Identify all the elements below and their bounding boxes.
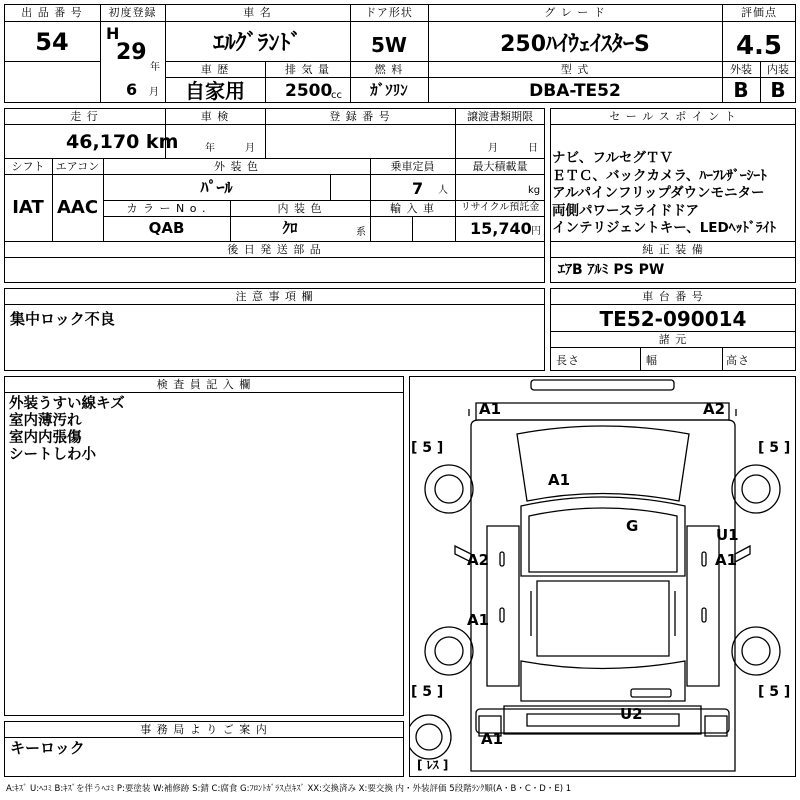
sales-line: インテリジェントキー、LEDﾍｯﾄﾞﾗｲﾄ	[552, 220, 776, 236]
dims-label: 諸 元	[658, 333, 688, 346]
max-load-unit: kg	[528, 185, 541, 196]
reg-no-label: 登 録 番 号	[329, 110, 391, 123]
insp-year-unit: 年	[205, 143, 215, 154]
transfer-day-unit: 日	[528, 143, 538, 154]
door-type: 5W	[371, 33, 407, 57]
int-score-label: 内装	[767, 63, 789, 76]
sales-point-list	[552, 150, 776, 238]
length-label: 長さ	[556, 354, 580, 367]
mark-windshield: G	[626, 517, 639, 535]
recycle-unit: 円	[531, 226, 541, 237]
lot-no-label: 出 品 番 号	[21, 6, 83, 19]
car-diagram	[409, 376, 796, 777]
caution-text: 集中ロック不良	[10, 310, 115, 328]
spare-tire: [ ﾚｽ ]	[417, 758, 449, 772]
capacity: 7	[412, 179, 424, 198]
mark-rear-left: A1	[481, 730, 504, 748]
mark-left-rear-door: A1	[467, 611, 490, 629]
year-unit: 年	[150, 62, 160, 73]
int-score: B	[770, 78, 786, 102]
max-load-label: 最大積載量	[472, 160, 528, 173]
equipment-label: 純 正 装 備	[642, 243, 704, 256]
mark-left-front-door: A2	[467, 551, 490, 569]
car-name: ｴﾙｸﾞﾗﾝﾄﾞ	[213, 31, 302, 56]
office-text: キーロック	[10, 739, 85, 757]
history-label: 車 歴	[200, 63, 230, 76]
air-conditioner: AAC	[56, 197, 99, 218]
inspector-line: 室内内張傷	[9, 430, 82, 446]
mileage: 46,170 km	[66, 131, 179, 153]
mark-front-right: A2	[703, 400, 726, 418]
grade-label: グ レ ー ド	[544, 6, 606, 19]
displacement-unit: cc	[331, 90, 342, 101]
tire-rear-right: [ 5 ]	[758, 684, 791, 700]
capacity-label: 乗車定員	[390, 160, 435, 173]
sales-line: アルパインフリップダウンモニター	[552, 185, 765, 201]
color-no: QAB	[148, 219, 185, 237]
sales-point-label: セ ー ル ス ポ イ ン ト	[609, 110, 737, 123]
inspector-line: 室内薄汚れ	[9, 413, 82, 429]
legend: A:ｷｽﾞ U:ﾍｺﾐ B:ｷｽﾞを伴うﾍｺﾐ P:要塗装 W:補修跡 S:錆 C:腐食 G:ﾌﾛﾝﾄｶﾞﾗｽ点ｷｽﾞ XX:交換済み X:要交換 内・外装評価 5段階ﾗﾝｸ順(A・B・C・D・E) 1	[6, 784, 572, 794]
capacity-unit: 人	[438, 185, 448, 196]
insp-month-unit: 月	[245, 143, 255, 154]
mark-hood: A1	[548, 471, 571, 489]
width-label: 幅	[646, 354, 658, 367]
inspector-line: 外装うすい線キズ	[9, 396, 125, 412]
door-label: ドア形状	[365, 6, 413, 19]
reg-year: 29	[116, 40, 147, 65]
ext-score: B	[733, 78, 749, 102]
model-code: DBA-TE52	[529, 81, 621, 101]
int-color: ｸﾛ	[282, 219, 298, 237]
inspection-label: 車 検	[200, 110, 230, 123]
inspector-label: 検 査 員 記 入 欄	[156, 378, 252, 391]
color-no-label: カ ラ ー N o .	[126, 202, 207, 215]
displacement: 2500	[285, 81, 333, 101]
office-label: 事 務 局 よ り ご 案 内	[140, 723, 268, 736]
tire-front-right: [ 5 ]	[758, 440, 791, 456]
ext-color-label: 外 装 色	[214, 160, 259, 173]
inspector-notes	[9, 396, 125, 464]
later-parts-label: 後 日 発 送 部 品	[227, 243, 322, 256]
import-label: 輸 入 車	[390, 202, 435, 215]
car-name-label: 車 名	[243, 6, 272, 19]
transfer-month-unit: 月	[488, 143, 498, 154]
mark-right-door: A1	[715, 551, 738, 569]
mileage-label: 走 行	[70, 110, 99, 123]
caution-label: 注 意 事 項 欄	[235, 290, 314, 303]
lot-no: 54	[35, 28, 69, 56]
ac-label: エアコン	[55, 160, 100, 173]
grade: 250ﾊｲｳｪｲｽﾀｰS	[500, 32, 650, 57]
int-color-unit: 系	[356, 227, 366, 238]
chassis-number: TE52-090014	[599, 307, 747, 331]
reg-month: 6	[126, 80, 138, 99]
tire-front-left: [ 5 ]	[411, 440, 444, 456]
int-color-label: 内 装 色	[277, 202, 323, 215]
sales-line: 両側パワースライドドア	[552, 202, 700, 219]
ext-score-label: 外装	[730, 63, 752, 76]
first-reg-label: 初度登録	[108, 6, 157, 19]
month-unit: 月	[149, 87, 159, 98]
sales-line: ナビ、フルセグＴＶ	[552, 150, 673, 166]
mark-right-upper: U1	[716, 526, 739, 544]
chassis-label: 車 台 番 号	[642, 290, 704, 303]
mark-rear: U2	[620, 705, 643, 723]
shift: IAT	[12, 197, 44, 218]
mark-front-left: A1	[479, 400, 502, 418]
displacement-label: 排 気 量	[285, 63, 330, 76]
history: 自家用	[185, 79, 245, 103]
fuel: ｶﾞｿﾘﾝ	[370, 81, 408, 99]
height-label: 高さ	[726, 354, 750, 367]
ext-color: ﾊﾟｰﾙ	[200, 178, 233, 197]
score-label: 評価点	[741, 6, 777, 19]
overall-score: 4.5	[735, 31, 783, 61]
equipment: ｴｱB ｱﾙﾐ PS PW	[558, 262, 665, 278]
tire-rear-left: [ 5 ]	[411, 684, 444, 700]
recycle-fee: 15,740	[470, 219, 532, 238]
inspector-line: シートしわ小	[9, 447, 96, 463]
sales-line: ＥＴＣ、バックカメラ、ﾊｰﾌﾚｻﾞｰｼｰﾄ	[552, 167, 767, 184]
recycle-label: リサイクル預託金	[460, 202, 540, 213]
model-label: 型 式	[560, 63, 590, 76]
shift-label: シフト	[11, 160, 45, 173]
fuel-label: 燃 料	[374, 63, 404, 76]
era: H	[106, 24, 120, 43]
transfer-label: 譲渡書類期限	[467, 110, 533, 123]
